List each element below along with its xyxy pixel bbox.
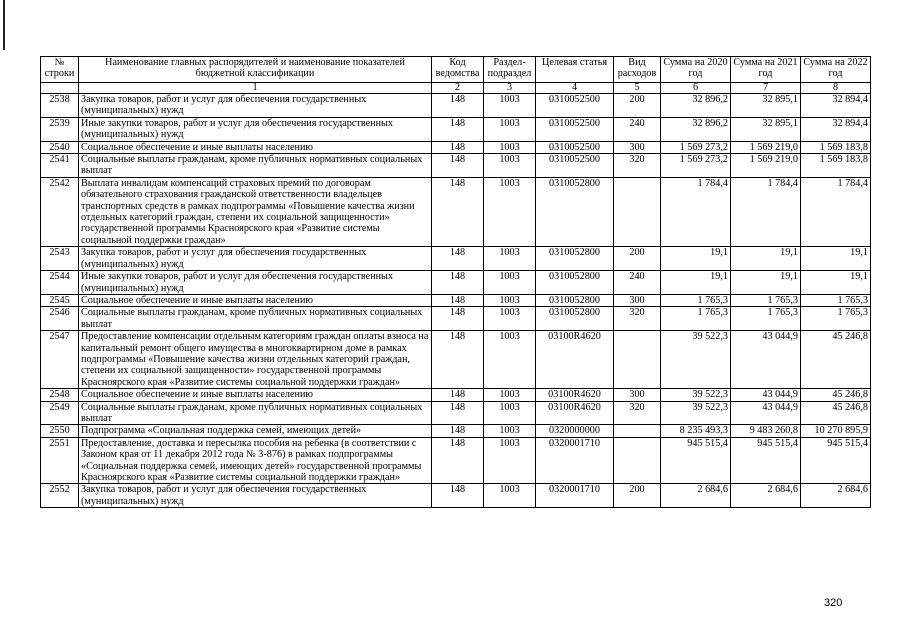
row-name: Социальное обеспечение и иные выплаты населению <box>79 389 432 401</box>
row-section: 1003 <box>484 177 536 246</box>
row-section: 1003 <box>484 117 536 141</box>
row-section: 1003 <box>484 437 536 484</box>
row-sum-2020: 39 522,3 <box>661 331 731 389</box>
column-index <box>41 83 79 94</box>
row-sum-2020: 1 569 273,2 <box>661 154 731 178</box>
row-number: 2543 <box>41 247 79 271</box>
row-department-code: 148 <box>432 307 484 331</box>
header-sum-2021: Сумма на 2021 год <box>731 57 801 83</box>
row-name: Закупка товаров, работ и услуг для обеспечения государственных (муниципальных) нужд <box>79 94 432 118</box>
table-row <box>41 247 871 271</box>
row-section: 1003 <box>484 389 536 401</box>
row-expense-type: 320 <box>614 307 661 331</box>
header-expense-type: Вид расходов <box>614 57 661 83</box>
row-name: Выплата инвалидам компенсаций страховых премий по договорам обязательного страхования гражданской ответственности владельцев транспортных средств в рамках подпрограммы «Повышение качества жизни отдельных категорий граждан, степени их социальной защищенности» государственной программы Красноярского края «Развитие системы социальной поддержки граждан» <box>79 177 432 246</box>
row-number: 2539 <box>41 117 79 141</box>
header-name: Наименование главных распорядителей и наименование показателей бюджетной классификации <box>79 57 432 83</box>
row-section: 1003 <box>484 271 536 295</box>
column-index: 2 <box>432 83 484 94</box>
row-sum-2020: 32 896,2 <box>661 117 731 141</box>
row-name: Предоставление компенсации отдельным категориям граждан оплаты взноса на капитальный ремонт общего имущества в многоквартирном доме в рамках подпрограммы «Повышение качества жизни отдельных категорий граждан, степени их социальной защищенности» государственной программы Красноярского края «Развитие системы социальной поддержки граждан» <box>79 331 432 389</box>
row-sum-2021: 19,1 <box>731 247 801 271</box>
row-expense-type: 200 <box>614 484 661 508</box>
row-expense-type <box>614 437 661 484</box>
row-target-item: 0310052500 <box>536 141 614 153</box>
row-sum-2022: 45 246,8 <box>801 401 871 425</box>
row-sum-2021: 43 044,9 <box>731 401 801 425</box>
row-expense-type: 300 <box>614 294 661 306</box>
row-section: 1003 <box>484 94 536 118</box>
column-index: 7 <box>731 83 801 94</box>
header-row <box>41 57 871 83</box>
row-section: 1003 <box>484 331 536 389</box>
row-number: 2544 <box>41 271 79 295</box>
row-department-code: 148 <box>432 425 484 437</box>
table-row <box>41 425 871 437</box>
row-sum-2020: 1 765,3 <box>661 294 731 306</box>
row-sum-2021: 19,1 <box>731 271 801 295</box>
row-sum-2020: 2 684,6 <box>661 484 731 508</box>
row-department-code: 148 <box>432 484 484 508</box>
row-number: 2548 <box>41 389 79 401</box>
row-number: 2542 <box>41 177 79 246</box>
row-sum-2021: 43 044,9 <box>731 389 801 401</box>
table-row <box>41 307 871 331</box>
row-department-code: 148 <box>432 154 484 178</box>
header-sum-2020: Сумма на 2020 год <box>661 57 731 83</box>
row-sum-2021: 1 765,3 <box>731 294 801 306</box>
row-name: Социальное обеспечение и иные выплаты населению <box>79 141 432 153</box>
row-expense-type: 300 <box>614 389 661 401</box>
row-department-code: 148 <box>432 294 484 306</box>
row-name: Социальные выплаты гражданам, кроме публичных нормативных социальных выплат <box>79 401 432 425</box>
row-sum-2022: 1 765,3 <box>801 307 871 331</box>
row-number: 2538 <box>41 94 79 118</box>
row-sum-2021: 945 515,4 <box>731 437 801 484</box>
table-row <box>41 177 871 246</box>
row-target-item: 0310052800 <box>536 307 614 331</box>
row-department-code: 148 <box>432 141 484 153</box>
row-target-item: 0320000000 <box>536 425 614 437</box>
row-department-code: 148 <box>432 389 484 401</box>
row-name: Социальные выплаты гражданам, кроме публичных нормативных социальных выплат <box>79 154 432 178</box>
row-sum-2022: 19,1 <box>801 247 871 271</box>
row-target-item: 0310052800 <box>536 177 614 246</box>
row-department-code: 148 <box>432 117 484 141</box>
row-sum-2022: 10 270 895,9 <box>801 425 871 437</box>
row-target-item: 03100R4620 <box>536 331 614 389</box>
column-index: 1 <box>79 83 432 94</box>
column-index: 8 <box>801 83 871 94</box>
row-expense-type: 200 <box>614 247 661 271</box>
row-target-item: 0320001710 <box>536 437 614 484</box>
row-department-code: 148 <box>432 331 484 389</box>
row-sum-2021: 43 044,9 <box>731 331 801 389</box>
row-number: 2540 <box>41 141 79 153</box>
row-target-item: 0310052800 <box>536 247 614 271</box>
row-number: 2545 <box>41 294 79 306</box>
row-target-item: 0310052800 <box>536 271 614 295</box>
row-expense-type: 320 <box>614 401 661 425</box>
table-row <box>41 141 871 153</box>
row-expense-type <box>614 177 661 246</box>
row-target-item: 0320001710 <box>536 484 614 508</box>
row-sum-2022: 2 684,6 <box>801 484 871 508</box>
row-sum-2020: 945 515,4 <box>661 437 731 484</box>
column-index-row <box>41 83 871 94</box>
row-expense-type <box>614 425 661 437</box>
row-department-code: 148 <box>432 437 484 484</box>
binder-line <box>3 0 5 50</box>
table-row <box>41 484 871 508</box>
table-row <box>41 331 871 389</box>
row-target-item: 03100R4620 <box>536 389 614 401</box>
row-sum-2021: 9 483 260,8 <box>731 425 801 437</box>
row-department-code: 148 <box>432 401 484 425</box>
row-expense-type: 240 <box>614 117 661 141</box>
row-sum-2021: 32 895,1 <box>731 117 801 141</box>
row-expense-type: 320 <box>614 154 661 178</box>
row-sum-2020: 1 784,4 <box>661 177 731 246</box>
row-name: Закупка товаров, работ и услуг для обеспечения государственных (муниципальных) нужд <box>79 247 432 271</box>
row-name: Социальные выплаты гражданам, кроме публичных нормативных социальных выплат <box>79 307 432 331</box>
row-department-code: 148 <box>432 94 484 118</box>
row-sum-2022: 45 246,8 <box>801 389 871 401</box>
table-body <box>41 94 871 508</box>
row-name: Подпрограмма «Социальная поддержка семей, имеющих детей» <box>79 425 432 437</box>
row-number: 2547 <box>41 331 79 389</box>
row-sum-2022: 45 246,8 <box>801 331 871 389</box>
row-sum-2020: 19,1 <box>661 271 731 295</box>
header-target-item: Целевая статья <box>536 57 614 83</box>
row-sum-2021: 1 569 219,0 <box>731 154 801 178</box>
row-sum-2021: 1 569 219,0 <box>731 141 801 153</box>
page-number: 320 <box>824 597 843 609</box>
row-sum-2022: 1 784,4 <box>801 177 871 246</box>
row-expense-type: 200 <box>614 94 661 118</box>
row-section: 1003 <box>484 484 536 508</box>
row-number: 2552 <box>41 484 79 508</box>
row-expense-type <box>614 331 661 389</box>
row-target-item: 0310052500 <box>536 94 614 118</box>
column-index: 6 <box>661 83 731 94</box>
budget-table-sheet <box>40 56 870 508</box>
row-sum-2021: 1 784,4 <box>731 177 801 246</box>
row-sum-2020: 32 896,2 <box>661 94 731 118</box>
table-row <box>41 401 871 425</box>
row-department-code: 148 <box>432 271 484 295</box>
header-department-code: Код ведомства <box>432 57 484 83</box>
table-row <box>41 94 871 118</box>
row-target-item: 03100R4620 <box>536 401 614 425</box>
row-section: 1003 <box>484 141 536 153</box>
row-sum-2022: 32 894,4 <box>801 117 871 141</box>
row-section: 1003 <box>484 401 536 425</box>
table-row <box>41 117 871 141</box>
row-number: 2546 <box>41 307 79 331</box>
row-sum-2022: 32 894,4 <box>801 94 871 118</box>
row-target-item: 0310052500 <box>536 117 614 141</box>
row-sum-2022: 19,1 <box>801 271 871 295</box>
row-sum-2020: 39 522,3 <box>661 401 731 425</box>
row-department-code: 148 <box>432 177 484 246</box>
row-target-item: 0310052800 <box>536 294 614 306</box>
row-number: 2550 <box>41 425 79 437</box>
table-row <box>41 389 871 401</box>
row-number: 2541 <box>41 154 79 178</box>
header-sum-2022: Сумма на 2022 год <box>801 57 871 83</box>
row-department-code: 148 <box>432 247 484 271</box>
row-sum-2020: 1 765,3 <box>661 307 731 331</box>
budget-table <box>40 56 871 508</box>
header-section: Раздел-подраздел <box>484 57 536 83</box>
row-sum-2021: 2 684,6 <box>731 484 801 508</box>
table-row <box>41 154 871 178</box>
row-sum-2020: 8 235 493,3 <box>661 425 731 437</box>
row-sum-2020: 19,1 <box>661 247 731 271</box>
row-sum-2021: 32 895,1 <box>731 94 801 118</box>
row-sum-2021: 1 765,3 <box>731 307 801 331</box>
row-name: Иные закупки товаров, работ и услуг для обеспечения государственных (муниципальных) нужд <box>79 117 432 141</box>
row-number: 2549 <box>41 401 79 425</box>
row-sum-2022: 1 569 183,8 <box>801 154 871 178</box>
table-row <box>41 437 871 484</box>
row-expense-type: 300 <box>614 141 661 153</box>
row-sum-2020: 1 569 273,2 <box>661 141 731 153</box>
row-name: Закупка товаров, работ и услуг для обеспечения государственных (муниципальных) нужд <box>79 484 432 508</box>
table-row <box>41 271 871 295</box>
row-sum-2020: 39 522,3 <box>661 389 731 401</box>
row-section: 1003 <box>484 154 536 178</box>
row-section: 1003 <box>484 307 536 331</box>
row-name: Предоставление, доставка и пересылка пособия на ребенка (в соответствии с Законом края от 11 декабря 2012 года № 3-876) в рамках подпрограммы «Социальная поддержка семей, имеющих детей» государственной программы Красноярского края «Развитие системы социальной поддержки граждан» <box>79 437 432 484</box>
column-index: 3 <box>484 83 536 94</box>
row-sum-2022: 945 515,4 <box>801 437 871 484</box>
row-section: 1003 <box>484 247 536 271</box>
column-index: 4 <box>536 83 614 94</box>
row-expense-type: 240 <box>614 271 661 295</box>
row-section: 1003 <box>484 425 536 437</box>
row-target-item: 0310052500 <box>536 154 614 178</box>
row-sum-2022: 1 569 183,8 <box>801 141 871 153</box>
row-name: Иные закупки товаров, работ и услуг для обеспечения государственных (муниципальных) нужд <box>79 271 432 295</box>
header-row-number: № строки <box>41 57 79 83</box>
row-section: 1003 <box>484 294 536 306</box>
row-sum-2022: 1 765,3 <box>801 294 871 306</box>
row-number: 2551 <box>41 437 79 484</box>
row-name: Социальное обеспечение и иные выплаты населению <box>79 294 432 306</box>
column-index: 5 <box>614 83 661 94</box>
table-row <box>41 294 871 306</box>
